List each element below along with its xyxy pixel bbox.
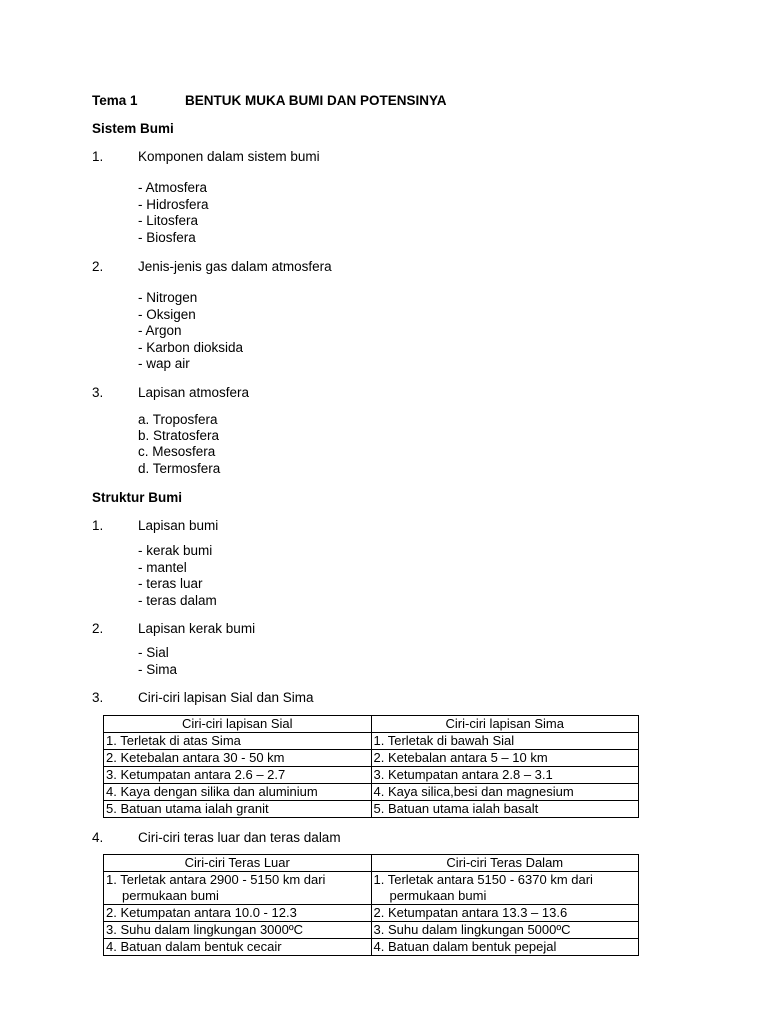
sub-list-item: - wap air (138, 356, 190, 371)
sub-list-item: - Argon (138, 323, 182, 338)
item-number: 2. (92, 621, 104, 636)
table-cell: 1. Terletak antara 5150 - 6370 km dari permukaan bumi (371, 872, 639, 905)
table-cell: 3. Suhu dalam lingkungan 5000ºC (371, 922, 639, 939)
sub-list-item: c. Mesosfera (138, 444, 216, 460)
section-heading-sistem-bumi: Sistem Bumi (92, 121, 174, 136)
sub-list-item: - Hidrosfera (138, 196, 209, 212)
table-cell: 4. Batuan dalam bentuk cecair (104, 939, 372, 956)
sub-list (138, 412, 220, 477)
sub-list-item: - mantel (138, 559, 187, 575)
sub-list-item: - Biosfera (138, 229, 196, 245)
sub-list (138, 180, 209, 246)
table-cell: 3. Ketumpatan antara 2.6 – 2.7 (104, 767, 372, 784)
item-number: 3. (92, 385, 104, 400)
table-row (104, 733, 639, 750)
table-cell: 2. Ketumpatan antara 13.3 – 13.6 (371, 905, 639, 922)
page-title: BENTUK MUKA BUMI DAN POTENSINYA (185, 93, 447, 108)
item-number: 3. (92, 690, 104, 705)
section-heading-struktur-bumi: Struktur Bumi (92, 490, 183, 505)
item-number: 1. (92, 518, 104, 533)
sub-list-item: - Sima (138, 661, 178, 677)
column-header: Ciri-ciri Teras Luar (104, 855, 372, 872)
item-number: 1. (92, 149, 104, 164)
item-text: Ciri-ciri lapisan Sial dan Sima (138, 690, 314, 705)
column-header: Ciri-ciri lapisan Sial (104, 716, 372, 733)
sub-list (138, 645, 177, 678)
sub-list-item: a. Troposfera (138, 412, 218, 427)
item-number: 4. (92, 830, 104, 845)
table-teras (103, 854, 639, 956)
table-cell: 2. Ketebalan antara 5 – 10 km (371, 750, 639, 767)
sub-list (138, 290, 243, 373)
sub-list-item: - Atmosfera (138, 180, 208, 195)
item-text: Jenis-jenis gas dalam atmosfera (138, 259, 332, 274)
table-cell: 5. Batuan utama ialah basalt (371, 801, 639, 818)
item-text: Lapisan kerak bumi (138, 621, 256, 636)
sub-list-item: - Litosfera (138, 213, 199, 228)
table-cell: 3. Suhu dalam lingkungan 3000ºC (104, 922, 372, 939)
table-row (104, 784, 639, 801)
sub-list-item: - Oksigen (138, 306, 196, 322)
sub-list-item: - kerak bumi (138, 543, 213, 558)
sub-list-item: - Nitrogen (138, 290, 198, 305)
table-cell: 1. Terletak antara 2900 - 5150 km dari permukaan bumi (104, 872, 372, 905)
table-header-row (104, 716, 639, 733)
item-text: Ciri-ciri teras luar dan teras dalam (138, 830, 341, 845)
table-cell: 5. Batuan utama ialah granit (104, 801, 372, 818)
table-sial-sima (103, 715, 639, 818)
item-text: Lapisan atmosfera (138, 385, 250, 400)
sub-list-item: - Sial (138, 645, 169, 660)
column-header: Ciri-ciri Teras Dalam (371, 855, 639, 872)
table-row (104, 939, 639, 956)
sub-list (138, 543, 217, 609)
item-number: 2. (92, 259, 104, 274)
table-cell: 1. Terletak di bawah Sial (371, 733, 639, 750)
table-cell: 4. Batuan dalam bentuk pepejal (371, 939, 639, 956)
sub-list-item: b. Stratosfera (138, 428, 220, 444)
table-row (104, 801, 639, 818)
sub-list-item: - teras dalam (138, 592, 217, 608)
table-row (104, 905, 639, 922)
table-header-row (104, 855, 639, 872)
table-cell: 4. Kaya silica,besi dan magnesium (371, 784, 639, 801)
table-cell: 1. Terletak di atas Sima (104, 733, 372, 750)
item-text: Lapisan bumi (138, 518, 219, 533)
table-cell: 3. Ketumpatan antara 2.8 – 3.1 (371, 767, 639, 784)
column-header: Ciri-ciri lapisan Sima (371, 716, 639, 733)
table-row (104, 872, 639, 905)
table-cell: 2. Ketumpatan antara 10.0 - 12.3 (104, 905, 372, 922)
table-cell: 4. Kaya dengan silika dan aluminium (104, 784, 372, 801)
sub-list-item: - Karbon dioksida (138, 339, 244, 355)
sub-list-item: d. Termosfera (138, 460, 221, 476)
table-row (104, 750, 639, 767)
item-text: Komponen dalam sistem bumi (138, 149, 320, 164)
table-cell: 2. Ketebalan antara 30 - 50 km (104, 750, 372, 767)
sub-list-item: - teras luar (138, 576, 203, 591)
table-row (104, 767, 639, 784)
table-row (104, 922, 639, 939)
tema-label: Tema 1 (92, 93, 138, 108)
